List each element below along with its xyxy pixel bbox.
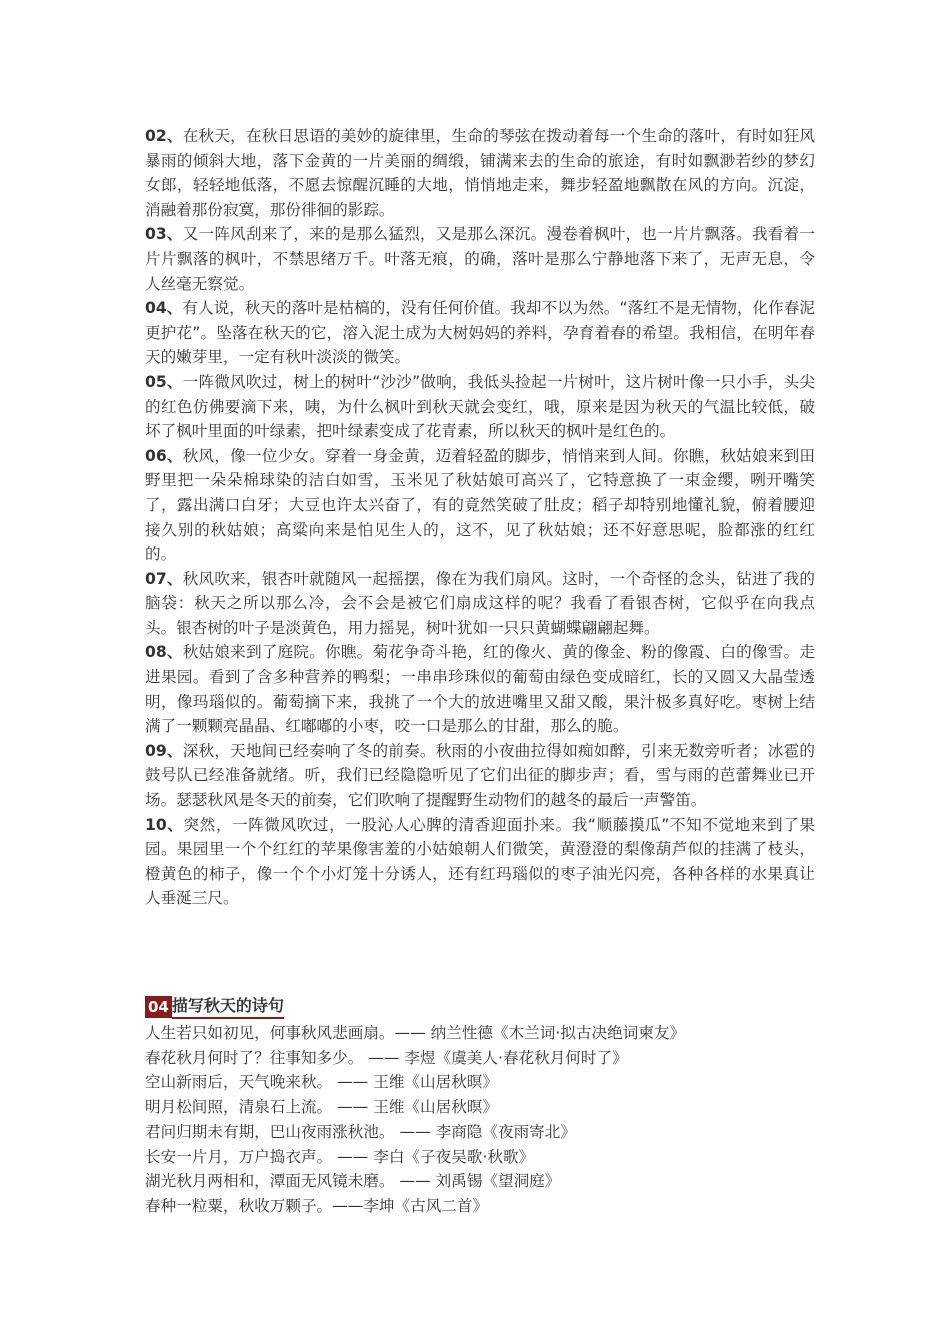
paragraph-text: 有人说，秋天的落叶是枯槁的，没有任何价值。我却不以为然。“落红不是无情物，化作春泥更护花”。坠落在秋天的它，溶入泥土成为大树妈妈的养料，孕育着春的希望。我相信，在明年春天的嫩芽里，一定有秋叶淡淡的微笑。 bbox=[145, 299, 815, 367]
paragraph-number: 10、 bbox=[145, 815, 184, 834]
poem-line: 君问归期未有期，巴山夜雨涨秋池。 —— 李商隐《夜雨寄北》 bbox=[145, 1122, 576, 1141]
paragraph-number: 08、 bbox=[145, 643, 183, 662]
paragraph-number: 03、 bbox=[145, 225, 183, 244]
paragraph-number: 07、 bbox=[145, 569, 183, 588]
paragraph-text: 在秋天，在秋日思语的美妙的旋律里，生命的琴弦在拨动着每一个生命的落叶，有时如狂风暴雨的倾斜大地，落下金黄的一片美丽的绸缎，铺满来去的生命的旅途，有时如飘渺若纱的梦幻女郎，轻轻地低落，不愿去惊醒沉睡的大地，悄悄地走来，舞步轻盈地飘散在风的方向。沉淀，消融着那份寂寞，那份徘徊的影踪。 bbox=[145, 127, 815, 219]
section-number-badge: 04 bbox=[145, 996, 172, 1018]
paragraph-text: 秋姑娘来到了庭院。你瞧。菊花争奇斗艳，红的像火、黄的像金、粉的像霞、白的像雪。走进果园。看到了含多种营养的鸭梨；一串串珍珠似的葡萄由绿色变成暗红，长的又圆又大晶莹透明，像玛瑙似的。葡萄摘下来，我挑了一个大的放进嘴里又甜又酸，果汁极多真好吃。枣树上结满了一颗颗亮晶晶、红嘟嘟的小枣，咬一口是那么的甘甜，那么的脆。 bbox=[145, 643, 815, 736]
paragraph-08 bbox=[145, 640, 815, 738]
poem-line: 空山新雨后，天气晚来秋。 —— 王维《山居秋暝》 bbox=[145, 1073, 498, 1092]
paragraph-text: 秋风吹来，银杏叶就随风一起摇摆，像在为我们扇风。这时，一个奇怪的念头，钻进了我的脑袋：秋天之所以那么冷，会不会是被它们扇成这样的呢？我看了看银杏树，它似乎在向我点头。银杏树的叶子是淡黄色，用力摇晃，树叶犹如一只只黄蝴蝶翩翩起舞。 bbox=[145, 569, 815, 637]
poem-line: 春花秋月何时了？往事知多少。 —— 李煜《虞美人·春花秋月何时了》 bbox=[145, 1048, 628, 1067]
paragraph-text: 突然，一阵微风吹过，一股沁人心脾的清香迎面扑来。我“顺藤摸瓜”不知不觉地来到了果园。果园里一个个红红的苹果像害羞的小姑娘朝人们微笑，黄澄澄的梨像葫芦似的挂满了枝头，橙黄色的柿子，像一个个小灯笼十分诱人，还有红玛瑙似的枣子油光闪亮，各种各样的水果真让人垂涎三尺。 bbox=[145, 815, 815, 908]
paragraph-text: 一阵微风吹过，树上的树叶“沙沙”做响，我低头捡起一片树叶，这片树叶像一只小手，头尖的红色仿佛要滴下来，咦，为什么枫叶到秋天就会变红，哦，原来是因为秋天的气温比较低，破坏了枫叶里面的叶绿素，把叶绿素变成了花青素，所以秋天的枫叶是红色的。 bbox=[145, 372, 815, 441]
poem-list bbox=[145, 1021, 815, 1219]
paragraph-number: 05、 bbox=[145, 372, 183, 391]
paragraph-10 bbox=[145, 813, 815, 911]
paragraph-number: 09、 bbox=[145, 741, 183, 760]
paragraph-number: 02、 bbox=[145, 127, 183, 145]
paragraph-number: 04、 bbox=[145, 299, 183, 318]
section-heading bbox=[145, 995, 284, 1019]
paragraph-text: 深秋，天地间已经奏响了冬的前奏。秋雨的小夜曲拉得如痴如醉，引来无数旁听者；冰雹的鼓号队已经准备就绪。听，我们已经隐隐听见了它们出征的脚步声；看，雪与雨的芭蕾舞业已开场。瑟瑟秋风是冬天的前奏，它们吹响了提醒野生动物们的越冬的最后一声警笛。 bbox=[145, 741, 815, 810]
paragraph-text: 秋风，像一位少女。穿着一身金黄，迈着轻盈的脚步，悄悄来到人间。你瞧，秋姑娘来到田野里把一朵朵棉球染的洁白如雪，玉米见了秋姑娘可高兴了，它特意换了一束金缨，咧开嘴笑了，露出满口白牙；大豆也许太兴奋了，有的竟然笑破了肚皮；稻子却特别地懂礼貌，俯着腰迎接久别的秋姑娘；高粱向来是怕见生人的，这不，见了秋姑娘；还不好意思呢，脸都涨的红红的。 bbox=[145, 446, 815, 564]
poem-line: 湖光秋月两相和，潭面无风镜未磨。 —— 刘禹锡《望洞庭》 bbox=[145, 1172, 561, 1191]
paragraph-04 bbox=[145, 296, 815, 370]
paragraph-06 bbox=[145, 444, 815, 567]
poem-line: 人生若只如初见，何事秋风悲画扇。—— 纳兰性德《木兰词·拟古决绝词柬友》 bbox=[145, 1024, 686, 1042]
paragraph-09 bbox=[145, 739, 815, 813]
paragraph-text: 又一阵风刮来了，来的是那么猛烈，又是那么深沉。漫卷着枫叶，也一片片飘落。我看着一片片飘落的枫叶，不禁思绪万千。叶落无痕，的确，落叶是那么宁静地落下来了，无声无息，令人丝毫无察觉。 bbox=[145, 225, 815, 293]
paragraph-list bbox=[145, 124, 815, 911]
paragraph-05 bbox=[145, 370, 815, 444]
paragraph-02 bbox=[145, 124, 815, 222]
paragraph-07 bbox=[145, 567, 815, 641]
paragraph-03 bbox=[145, 222, 815, 296]
poem-line: 春种一粒粟，秋收万颗子。——李坤《古风二首》 bbox=[145, 1196, 489, 1215]
section-title: 描写秋天的诗句 bbox=[172, 995, 284, 1019]
paragraph-number: 06、 bbox=[145, 446, 183, 465]
poem-line: 明月松间照，清泉石上流。 —— 王维《山居秋暝》 bbox=[145, 1098, 498, 1117]
poem-line: 长安一片月，万户捣衣声。 —— 李白《子夜吴歌·秋歌》 bbox=[145, 1147, 535, 1166]
